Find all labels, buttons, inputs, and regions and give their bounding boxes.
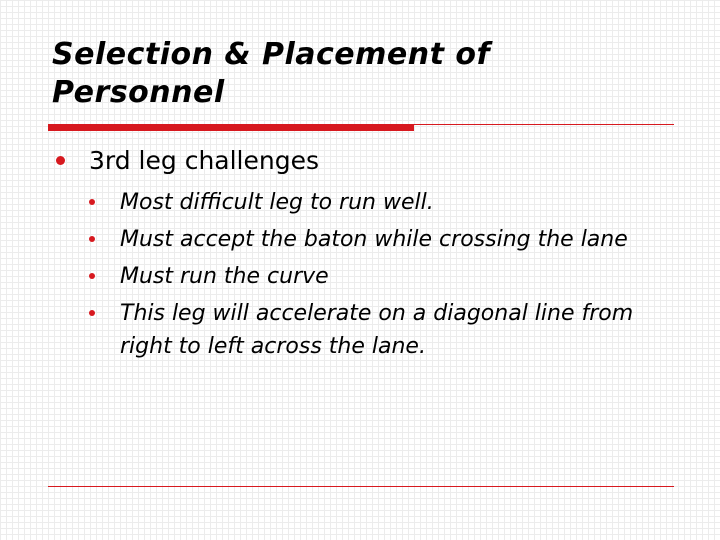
sub-bullet-text: Must run the curve [120,264,329,289]
bullet-dot-icon [89,199,95,205]
sub-bullet-item [86,186,686,219]
bullet-dot-icon [56,156,65,165]
sub-bullet-text: Must accept the baton while crossing the lane [120,227,628,252]
bullet-dot-icon [89,310,95,316]
slide-title: Selection & Placement of Personnel [52,37,491,110]
bullet-dot-icon [89,236,95,242]
sub-bullet-text: Most difficult leg to run well. [120,190,434,215]
title-divider-thick [48,124,414,131]
main-bullet-text: 3rd leg challenges [89,146,320,175]
bullet-dot-icon [89,273,95,279]
sub-bullet-text: This leg will accelerate on a diagonal line from right to left across the lane. [120,301,634,359]
sub-bullet-item [86,297,686,363]
title-divider-thin [414,124,674,125]
main-bullet [52,144,319,178]
footer-divider [48,486,674,487]
sub-bullet-list [86,186,686,367]
sub-bullet-item [86,260,686,293]
sub-bullet-item [86,223,686,256]
